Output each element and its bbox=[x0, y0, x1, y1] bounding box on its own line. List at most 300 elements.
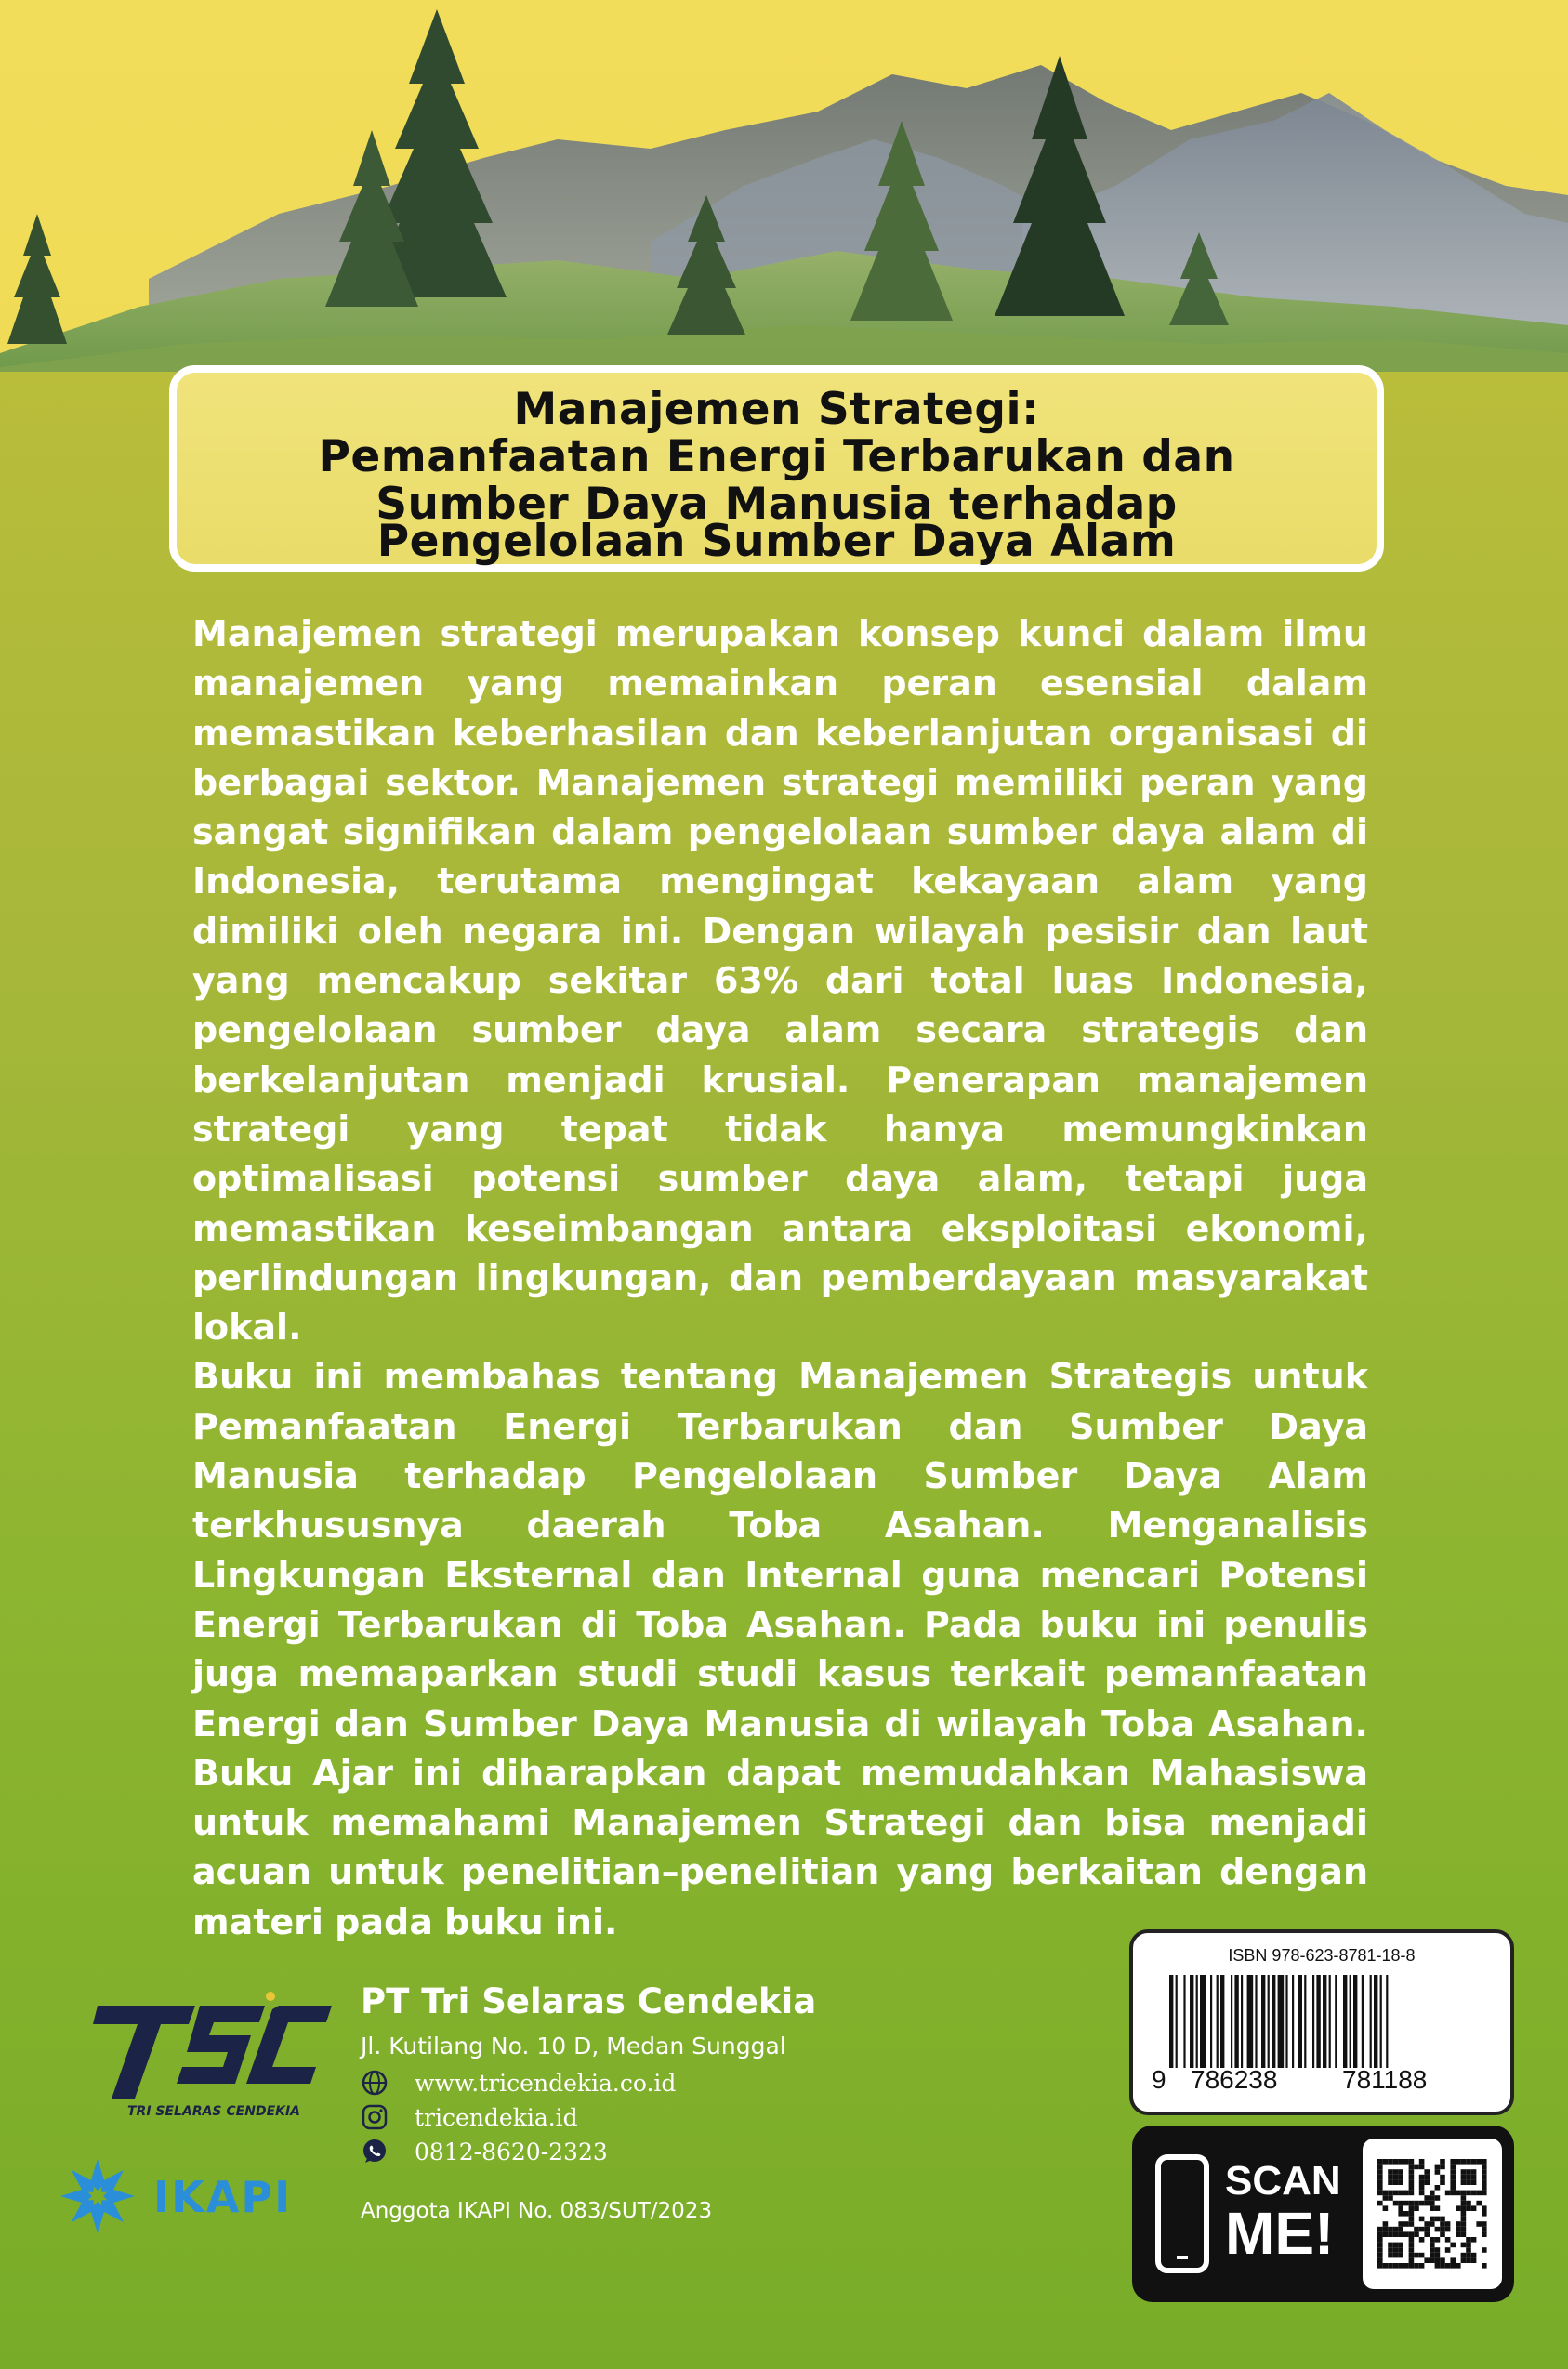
qr-module bbox=[1377, 2169, 1383, 2175]
qr-module bbox=[1398, 2169, 1403, 2175]
qr-module bbox=[1482, 2227, 1487, 2232]
qr-module bbox=[1466, 2205, 1471, 2211]
qr-module bbox=[1419, 2217, 1425, 2222]
qr-module bbox=[1388, 2191, 1393, 2196]
qr-module bbox=[1409, 2211, 1415, 2217]
qr-module bbox=[1388, 2179, 1393, 2185]
qr-module bbox=[1414, 2263, 1419, 2269]
qr-module bbox=[1377, 2257, 1383, 2263]
qr-module bbox=[1377, 2165, 1383, 2170]
barcode-bar bbox=[1241, 1975, 1243, 2068]
website-text: www.tricendekia.co.id bbox=[415, 2069, 677, 2097]
qr-module bbox=[1450, 2257, 1456, 2263]
qr-module bbox=[1482, 2175, 1487, 2180]
qr-module bbox=[1424, 2195, 1430, 2201]
qr-module bbox=[1409, 2257, 1415, 2263]
qr-module bbox=[1383, 2231, 1389, 2237]
qr-module bbox=[1409, 2201, 1415, 2206]
qr-module bbox=[1383, 2159, 1389, 2165]
qr-module bbox=[1377, 2175, 1383, 2180]
qr-module bbox=[1445, 2247, 1451, 2253]
contact-instagram[interactable] bbox=[361, 2101, 578, 2133]
qr-module bbox=[1424, 2231, 1430, 2237]
qr-module bbox=[1419, 2185, 1425, 2191]
qr-module bbox=[1461, 2221, 1467, 2227]
scan-me-qr[interactable] bbox=[1132, 2126, 1514, 2302]
qr-module bbox=[1393, 2169, 1399, 2175]
qr-module bbox=[1409, 2217, 1415, 2222]
barcode-bar bbox=[1304, 1975, 1306, 2068]
qr-module bbox=[1461, 2253, 1467, 2258]
qr-module bbox=[1424, 2201, 1430, 2206]
qr-module bbox=[1383, 2227, 1389, 2232]
qr-module bbox=[1482, 2205, 1487, 2211]
barcode-bar bbox=[1386, 1975, 1388, 2068]
qr-module bbox=[1430, 2201, 1435, 2206]
qr-module bbox=[1461, 2175, 1467, 2180]
qr-module bbox=[1476, 2191, 1482, 2196]
qr-module bbox=[1440, 2227, 1445, 2232]
qr-module bbox=[1430, 2221, 1435, 2227]
whatsapp-text: 0812-8620-2323 bbox=[415, 2138, 608, 2165]
qr-module bbox=[1435, 2263, 1441, 2269]
qr-module bbox=[1445, 2221, 1451, 2227]
qr-module bbox=[1398, 2201, 1403, 2206]
qr-module bbox=[1466, 2191, 1471, 2196]
qr-module bbox=[1466, 2243, 1471, 2248]
qr-module bbox=[1398, 2227, 1403, 2232]
qr-module bbox=[1383, 2205, 1389, 2211]
qr-module bbox=[1388, 2175, 1393, 2180]
qr-module bbox=[1393, 2243, 1399, 2248]
qr-module bbox=[1435, 2185, 1441, 2191]
qr-module bbox=[1440, 2159, 1445, 2165]
qr-module bbox=[1377, 2185, 1383, 2191]
barcode-bar bbox=[1353, 1975, 1357, 2068]
qr-module bbox=[1398, 2211, 1403, 2217]
qr-module bbox=[1409, 2191, 1415, 2196]
qr-module bbox=[1450, 2159, 1456, 2165]
qr-module bbox=[1377, 2179, 1383, 2185]
qr-module bbox=[1409, 2221, 1415, 2227]
qr-module bbox=[1435, 2169, 1441, 2175]
qr-module bbox=[1466, 2179, 1471, 2185]
qr-module bbox=[1466, 2253, 1471, 2258]
qr-module bbox=[1461, 2195, 1467, 2201]
barcode-bars bbox=[1166, 1975, 1486, 2068]
barcode-bar bbox=[1362, 1975, 1364, 2068]
publisher-address: Jl. Kutilang No. 10 D, Medan Sunggal bbox=[361, 2033, 786, 2060]
qr-module bbox=[1414, 2253, 1419, 2258]
qr-module bbox=[1450, 2191, 1456, 2196]
qr-module bbox=[1409, 2205, 1415, 2211]
globe-icon bbox=[361, 2069, 389, 2097]
barcode-bar bbox=[1278, 1975, 1285, 2068]
qr-module bbox=[1440, 2165, 1445, 2170]
scan-label-line2: ME! bbox=[1225, 2200, 1335, 2267]
qr-module bbox=[1482, 2165, 1487, 2170]
qr-module bbox=[1461, 2169, 1467, 2175]
isbn-barcode bbox=[1129, 1929, 1514, 2115]
barcode-bar bbox=[1316, 1975, 1320, 2068]
qr-module bbox=[1393, 2175, 1399, 2180]
qr-module bbox=[1435, 2227, 1441, 2232]
qr-module bbox=[1456, 2227, 1461, 2232]
ikapi-membership: Anggota IKAPI No. 083/SUT/2023 bbox=[361, 2199, 713, 2223]
qr-module bbox=[1456, 2263, 1461, 2269]
qr-module bbox=[1377, 2253, 1383, 2258]
barcode-bar bbox=[1217, 1975, 1219, 2068]
contact-website[interactable] bbox=[361, 2067, 676, 2099]
publisher-name: PT Tri Selaras Cendekia bbox=[361, 1981, 817, 2021]
qr-module bbox=[1393, 2191, 1399, 2196]
instagram-text: tricendekia.id bbox=[415, 2103, 578, 2131]
barcode-bar bbox=[1312, 1975, 1314, 2068]
book-title-line-3: Sumber Daya Manusia terhadap bbox=[376, 479, 1178, 530]
qr-module bbox=[1471, 2237, 1477, 2243]
barcode-bar bbox=[1268, 1975, 1270, 2068]
qr-module bbox=[1430, 2205, 1435, 2211]
barcode-digits-left: 786238 bbox=[1191, 2065, 1278, 2094]
qr-module bbox=[1414, 2227, 1419, 2232]
barcode-bar bbox=[1343, 1975, 1347, 2068]
qr-module bbox=[1461, 2205, 1467, 2211]
qr-module bbox=[1398, 2175, 1403, 2180]
qr-module bbox=[1466, 2201, 1471, 2206]
qr-module bbox=[1403, 2231, 1409, 2237]
qr-module bbox=[1409, 2169, 1415, 2175]
qr-module bbox=[1377, 2227, 1383, 2232]
qr-module bbox=[1471, 2253, 1477, 2258]
qr-module bbox=[1461, 2243, 1467, 2248]
qr-module bbox=[1471, 2205, 1477, 2211]
qr-module bbox=[1419, 2253, 1425, 2258]
qr-module bbox=[1430, 2217, 1435, 2222]
ikapi-logo bbox=[46, 2154, 353, 2238]
qr-module bbox=[1450, 2263, 1456, 2269]
qr-module bbox=[1456, 2221, 1461, 2227]
qr-module bbox=[1482, 2211, 1487, 2217]
barcode-bar bbox=[1261, 1975, 1265, 2068]
whatsapp-icon bbox=[361, 2138, 389, 2165]
qr-module bbox=[1388, 2169, 1393, 2175]
qr-module bbox=[1377, 2191, 1383, 2196]
qr-module bbox=[1456, 2205, 1461, 2211]
qr-module bbox=[1466, 2159, 1471, 2165]
qr-module bbox=[1461, 2211, 1467, 2217]
qr-module bbox=[1476, 2159, 1482, 2165]
qr-module bbox=[1445, 2263, 1451, 2269]
qr-module bbox=[1398, 2231, 1403, 2237]
qr-module bbox=[1440, 2175, 1445, 2180]
qr-module bbox=[1393, 2247, 1399, 2253]
qr-module bbox=[1440, 2221, 1445, 2227]
barcode-bar bbox=[1210, 1975, 1212, 2068]
qr-module bbox=[1430, 2191, 1435, 2196]
qr-module bbox=[1409, 2247, 1415, 2253]
qr-module bbox=[1440, 2217, 1445, 2222]
qr-module bbox=[1409, 2185, 1415, 2191]
qr-module bbox=[1440, 2257, 1445, 2263]
barcode-bar bbox=[1285, 1975, 1287, 2068]
qr-module bbox=[1419, 2159, 1425, 2165]
barcode-bar bbox=[1374, 1975, 1377, 2068]
qr-module bbox=[1398, 2263, 1403, 2269]
qr-module bbox=[1377, 2237, 1383, 2243]
qr-module bbox=[1471, 2159, 1477, 2165]
qr-module bbox=[1482, 2169, 1487, 2175]
barcode-bar bbox=[1272, 1975, 1275, 2068]
qr-module bbox=[1398, 2191, 1403, 2196]
qr-module bbox=[1419, 2237, 1425, 2243]
qr-module bbox=[1377, 2201, 1383, 2206]
qr-module bbox=[1440, 2231, 1445, 2237]
qr-module bbox=[1445, 2227, 1451, 2232]
qr-module bbox=[1424, 2257, 1430, 2263]
qr-module bbox=[1398, 2253, 1403, 2258]
qr-module bbox=[1388, 2159, 1393, 2165]
book-title-line-4: Pengelolaan Sumber Daya Alam bbox=[376, 516, 1177, 567]
qr-module bbox=[1393, 2201, 1399, 2206]
qr-module bbox=[1424, 2221, 1430, 2227]
qr-module bbox=[1409, 2159, 1415, 2165]
qr-module bbox=[1482, 2231, 1487, 2237]
barcode-bar bbox=[1183, 1975, 1185, 2068]
qr-module bbox=[1414, 2205, 1419, 2211]
qr-module bbox=[1435, 2195, 1441, 2201]
qr-module bbox=[1403, 2201, 1409, 2206]
barcode-bar bbox=[1234, 1975, 1238, 2068]
qr-module bbox=[1430, 2243, 1435, 2248]
qr-module bbox=[1461, 2257, 1467, 2263]
qr-module bbox=[1482, 2191, 1487, 2196]
qr-module bbox=[1377, 2247, 1383, 2253]
qr-module bbox=[1388, 2243, 1393, 2248]
barcode-bar bbox=[1196, 1975, 1198, 2068]
qr-module bbox=[1471, 2169, 1477, 2175]
barcode-bar bbox=[1323, 1975, 1326, 2068]
barcode-bar bbox=[1200, 1975, 1206, 2068]
qr-module bbox=[1383, 2221, 1389, 2227]
qr-module bbox=[1482, 2263, 1487, 2269]
qr-module bbox=[1377, 2243, 1383, 2248]
qr-module bbox=[1461, 2191, 1467, 2196]
barcode-bar bbox=[1298, 1975, 1302, 2068]
qr-module bbox=[1388, 2247, 1393, 2253]
qr-module bbox=[1393, 2253, 1399, 2258]
qr-module bbox=[1466, 2247, 1471, 2253]
instagram-icon bbox=[361, 2103, 389, 2131]
qr-module bbox=[1409, 2165, 1415, 2170]
publisher-logo-text: TRI SELARAS CENDEKIA bbox=[127, 2104, 301, 2119]
qr-module bbox=[1388, 2263, 1393, 2269]
qr-module bbox=[1393, 2263, 1399, 2269]
qr-module bbox=[1403, 2263, 1409, 2269]
qr-module bbox=[1393, 2231, 1399, 2237]
qr-module bbox=[1398, 2221, 1403, 2227]
qr-module bbox=[1414, 2165, 1419, 2170]
qr-module bbox=[1435, 2237, 1441, 2243]
qr-module bbox=[1482, 2221, 1487, 2227]
qr-code[interactable] bbox=[1363, 2139, 1502, 2289]
qr-module bbox=[1430, 2237, 1435, 2243]
qr-module bbox=[1398, 2243, 1403, 2248]
qr-module bbox=[1430, 2257, 1435, 2263]
qr-module bbox=[1482, 2159, 1487, 2165]
qr-module bbox=[1461, 2231, 1467, 2237]
qr-module bbox=[1403, 2191, 1409, 2196]
qr-module bbox=[1466, 2237, 1471, 2243]
qr-module bbox=[1450, 2185, 1456, 2191]
book-synopsis bbox=[192, 610, 1368, 1947]
qr-module bbox=[1409, 2243, 1415, 2248]
qr-module bbox=[1377, 2231, 1383, 2237]
isbn-number: ISBN 978-623-8781-18-8 bbox=[1228, 1946, 1416, 1965]
qr-module bbox=[1409, 2237, 1415, 2243]
qr-module bbox=[1377, 2263, 1383, 2269]
synopsis-paragraph-2: Buku ini membahas tentang Manajemen Strategis untuk Pemanfaatan Energi Terbarukan dan Sumber Daya Manusia terhadap Pengelolaan Sumber Daya Alam terkhususnya daerah Toba Asahan. Menganalisis Lingkungan Eksternal dan Internal guna mencari Potensi Energi Terbarukan di Toba Asahan. Pada buku ini penulis juga memaparkan studi studi kasus terkait pemanfaatan Energi dan Sumber Daya Manusia di wilayah Toba Asahan. Buku Ajar ini diharapkan dapat memudahkan Mahasiswa untuk memahami Manajemen Strategi dan bisa menjadi acuan untuk penelitian–penelitian yang berkaitan dengan materi pada buku ini. bbox=[192, 1356, 1368, 1942]
book-title-line-2: Pemanfaatan Energi Terbarukan dan bbox=[318, 431, 1235, 482]
qr-module bbox=[1482, 2247, 1487, 2253]
qr-module bbox=[1482, 2179, 1487, 2185]
contact-whatsapp[interactable] bbox=[361, 2136, 608, 2167]
qr-module bbox=[1450, 2175, 1456, 2180]
publisher-logo bbox=[88, 1987, 339, 2122]
barcode-digit-lead: 9 bbox=[1152, 2065, 1166, 2094]
qr-module bbox=[1456, 2191, 1461, 2196]
phone-icon bbox=[1154, 2153, 1210, 2274]
qr-module bbox=[1461, 2227, 1467, 2232]
qr-module bbox=[1440, 2263, 1445, 2269]
qr-module bbox=[1430, 2253, 1435, 2258]
qr-module bbox=[1409, 2179, 1415, 2185]
barcode-bar bbox=[1380, 1975, 1382, 2068]
qr-module bbox=[1430, 2247, 1435, 2253]
qr-module bbox=[1435, 2257, 1441, 2263]
barcode-bar bbox=[1220, 1975, 1224, 2068]
qr-module bbox=[1471, 2175, 1477, 2180]
qr-module bbox=[1435, 2205, 1441, 2211]
qr-module bbox=[1424, 2169, 1430, 2175]
qr-module bbox=[1383, 2263, 1389, 2269]
qr-module bbox=[1482, 2185, 1487, 2191]
qr-module bbox=[1435, 2165, 1441, 2170]
barcode-bar bbox=[1231, 1975, 1232, 2068]
qr-module bbox=[1445, 2191, 1451, 2196]
qr-module bbox=[1445, 2237, 1451, 2243]
qr-module bbox=[1414, 2201, 1419, 2206]
ikapi-logo-text: IKAPI bbox=[153, 2172, 293, 2222]
barcode-bar bbox=[1292, 1975, 1294, 2068]
qr-module bbox=[1409, 2231, 1415, 2237]
book-title-line-1: Manajemen Strategi: bbox=[513, 384, 1040, 435]
qr-module bbox=[1435, 2253, 1441, 2258]
qr-module bbox=[1466, 2257, 1471, 2263]
qr-module bbox=[1403, 2211, 1409, 2217]
qr-module bbox=[1461, 2159, 1467, 2165]
qr-module bbox=[1476, 2201, 1482, 2206]
barcode-bar bbox=[1335, 1975, 1337, 2068]
scan-label-line1: SCAN bbox=[1225, 2158, 1341, 2204]
qr-module bbox=[1383, 2191, 1389, 2196]
qr-module bbox=[1388, 2195, 1393, 2201]
barcode-bar bbox=[1350, 1975, 1351, 2068]
qr-module bbox=[1409, 2175, 1415, 2180]
qr-module bbox=[1388, 2227, 1393, 2232]
barcode-bar bbox=[1190, 1975, 1193, 2068]
qr-module bbox=[1398, 2247, 1403, 2253]
barcode-digits-right: 781188 bbox=[1342, 2065, 1428, 2094]
barcode-bar bbox=[1169, 1975, 1173, 2068]
synopsis-paragraph-1: Manajemen strategi merupakan konsep kunci dalam ilmu manajemen yang memainkan peran esensial dalam memastikan keberhasilan dan keberlanjutan organisasi di berbagai sektor. Manajemen strategi memiliki peran yang sangat signifikan dalam pengelolaan sumber daya alam di Indonesia, terutama mengingat kekayaan alam yang dimiliki oleh negara ini. Dengan wilayah pesisir dan laut yang mencakup sekitar 63% dari total luas Indonesia, pengelolaan sumber daya alam secara strategis dan berkelanjutan menjadi krusial. Penerapan manajemen strategi yang tepat tidak hanya memungkinkan optimalisasi potensi sumber daya alam, tetapi juga memastikan keseimbangan antara eksploitasi ekonomi, perlindungan lingkungan, dan pemberdayaan masyarakat lokal. bbox=[192, 613, 1368, 1349]
qr-module bbox=[1461, 2201, 1467, 2206]
qr-module bbox=[1456, 2231, 1461, 2237]
qr-module bbox=[1435, 2217, 1441, 2222]
qr-module bbox=[1383, 2195, 1389, 2201]
qr-module bbox=[1403, 2159, 1409, 2165]
qr-module bbox=[1398, 2205, 1403, 2211]
qr-module bbox=[1450, 2169, 1456, 2175]
qr-module bbox=[1471, 2257, 1477, 2263]
qr-module bbox=[1419, 2201, 1425, 2206]
qr-module bbox=[1419, 2227, 1425, 2232]
barcode-bar bbox=[1329, 1975, 1331, 2068]
qr-module bbox=[1414, 2231, 1419, 2237]
qr-module bbox=[1471, 2179, 1477, 2185]
qr-module bbox=[1419, 2175, 1425, 2180]
qr-module bbox=[1393, 2227, 1399, 2232]
qr-module bbox=[1471, 2191, 1477, 2196]
qr-module bbox=[1409, 2253, 1415, 2258]
qr-module bbox=[1419, 2263, 1425, 2269]
qr-module bbox=[1419, 2165, 1425, 2170]
barcode-bar bbox=[1255, 1975, 1257, 2068]
qr-module bbox=[1398, 2159, 1403, 2165]
qr-module bbox=[1398, 2179, 1403, 2185]
qr-module bbox=[1435, 2247, 1441, 2253]
qr-module bbox=[1466, 2175, 1471, 2180]
qr-module bbox=[1461, 2179, 1467, 2185]
qr-module bbox=[1388, 2231, 1393, 2237]
qr-module bbox=[1461, 2217, 1467, 2222]
mountain-forest-illustration bbox=[0, 0, 1568, 372]
qr-module bbox=[1388, 2253, 1393, 2258]
qr-module bbox=[1450, 2243, 1456, 2248]
qr-module bbox=[1419, 2179, 1425, 2185]
qr-module bbox=[1450, 2179, 1456, 2185]
title-box bbox=[169, 365, 1384, 572]
qr-module bbox=[1419, 2191, 1425, 2196]
qr-module bbox=[1424, 2175, 1430, 2180]
qr-module bbox=[1430, 2195, 1435, 2201]
qr-module bbox=[1393, 2179, 1399, 2185]
qr-module bbox=[1403, 2221, 1409, 2227]
qr-module bbox=[1424, 2227, 1430, 2232]
barcode-bar bbox=[1370, 1975, 1372, 2068]
qr-module bbox=[1440, 2179, 1445, 2185]
barcode-bar bbox=[1176, 1975, 1178, 2068]
qr-module bbox=[1456, 2159, 1461, 2165]
qr-module bbox=[1409, 2263, 1415, 2269]
qr-module bbox=[1466, 2169, 1471, 2175]
qr-module bbox=[1476, 2221, 1482, 2227]
scan-me-label bbox=[1225, 2155, 1341, 2267]
qr-module bbox=[1393, 2159, 1399, 2165]
qr-module bbox=[1377, 2159, 1383, 2165]
barcode-bar bbox=[1247, 1975, 1254, 2068]
qr-module bbox=[1424, 2179, 1430, 2185]
qr-module bbox=[1450, 2165, 1456, 2170]
